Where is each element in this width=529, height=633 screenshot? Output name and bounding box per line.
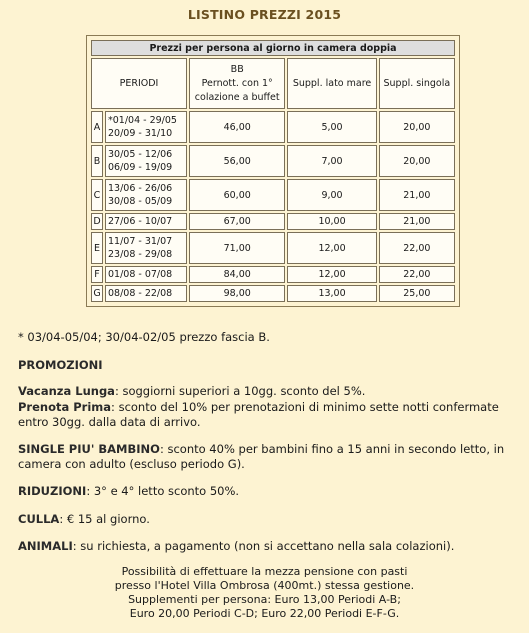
row-letter: C — [91, 179, 103, 211]
page-title: LISTINO PREZZI 2015 — [187, 7, 342, 22]
row-periods — [105, 285, 187, 302]
row-bb-price: 84,00 — [189, 266, 285, 283]
footer-line: presso l'Hotel Villa Ombrosa (400mt.) stessa gestione. — [114, 579, 415, 592]
table-row — [91, 266, 455, 283]
header-bb-line2: Pernott. con 1° — [201, 77, 273, 89]
footer-line: Possibilità di effettuare la mezza pensione con pasti — [121, 565, 408, 578]
row-letter: G — [91, 285, 103, 302]
promozioni-heading — [18, 358, 518, 373]
row-singola: 20,00 — [379, 145, 455, 177]
animali-text: : su richiesta, a pagamento (non si accettano nella sala colazioni). — [72, 539, 455, 553]
header-bb-line3: colazione a buffet — [194, 91, 280, 103]
table-row — [91, 179, 455, 211]
table-row — [91, 213, 455, 230]
footer-line: Euro 20,00 Periodi C-D; Euro 22,00 Periodi E-F-G. — [129, 607, 400, 620]
header-lato-mare: Suppl. lato mare — [287, 58, 376, 109]
header-bb-line1: BB — [230, 63, 244, 75]
row-lato-mare: 10,00 — [287, 213, 376, 230]
period-2: 20/09 - 31/10 — [108, 128, 173, 139]
row-periods — [105, 213, 187, 230]
table-row — [91, 111, 455, 143]
header-periodi: PERIODI — [91, 58, 187, 109]
period-1: 08/08 - 22/08 — [108, 288, 173, 299]
riduzioni-text: : 3° e 4° letto sconto 50%. — [86, 484, 240, 498]
row-lato-mare: 5,00 — [287, 111, 376, 143]
row-letter: A — [91, 111, 103, 143]
row-singola: 21,00 — [379, 213, 455, 230]
price-table — [89, 38, 457, 304]
row-bb-price: 71,00 — [189, 232, 285, 264]
period-1: 11/07 - 31/07 — [108, 236, 173, 247]
period-2: 30/08 - 05/09 — [108, 196, 173, 207]
footer-line: Supplementi per persona: Euro 13,00 Periodi A-B; — [128, 593, 401, 606]
promo-vacanza-lunga — [18, 384, 518, 399]
riduzioni-label: RIDUZIONI — [18, 484, 87, 498]
row-periods — [105, 145, 187, 177]
row-bb-price: 56,00 — [189, 145, 285, 177]
row-periods — [105, 179, 187, 211]
price-note: * 03/04-05/04; 30/04-02/05 prezzo fascia B. — [18, 330, 270, 344]
row-letter: D — [91, 213, 103, 230]
promo-label: Prenota Prima — [18, 400, 112, 414]
culla-label: CULLA — [18, 512, 60, 526]
row-bb-price: 98,00 — [189, 285, 285, 302]
row-periods — [105, 266, 187, 283]
table-row — [91, 285, 455, 302]
table-caption: Prezzi per persona al giorno in camera doppia — [91, 40, 455, 56]
period-2: 23/08 - 29/08 — [108, 249, 173, 260]
row-letter: B — [91, 145, 103, 177]
header-singola: Suppl. singola — [379, 58, 455, 109]
row-bb-price: 46,00 — [189, 111, 285, 143]
row-bb-price: 60,00 — [189, 179, 285, 211]
period-1: 13/06 - 26/06 — [108, 183, 173, 194]
promo-single-bambino — [18, 442, 518, 472]
row-letter: E — [91, 232, 103, 264]
table-row — [91, 232, 455, 264]
mezza-pensione-footer — [0, 565, 529, 621]
period-1: 01/08 - 07/08 — [108, 269, 173, 280]
promo-text: : sconto 40% per bambini fino a 15 anni in secondo letto, in camera con adulto (escluso periodo G). — [18, 442, 505, 471]
period-1: 27/06 - 10/07 — [108, 216, 173, 227]
price-table-frame — [86, 35, 460, 307]
animali-label: ANIMALI — [18, 539, 73, 553]
row-lato-mare: 12,00 — [287, 266, 376, 283]
period-2: 06/09 - 19/09 — [108, 162, 173, 173]
row-letter: F — [91, 266, 103, 283]
row-lato-mare: 12,00 — [287, 232, 376, 264]
row-bb-price: 67,00 — [189, 213, 285, 230]
period-1: *01/04 - 29/05 — [108, 115, 177, 126]
promo-label: SINGLE PIU' BAMBINO — [18, 442, 160, 456]
table-row — [91, 145, 455, 177]
row-singola: 25,00 — [379, 285, 455, 302]
row-singola: 20,00 — [379, 111, 455, 143]
row-lato-mare: 13,00 — [287, 285, 376, 302]
row-singola: 21,00 — [379, 179, 455, 211]
riduzioni — [18, 484, 518, 499]
culla-text: : € 15 al giorno. — [59, 512, 150, 526]
promo-prenota-prima — [18, 400, 518, 430]
row-lato-mare: 7,00 — [287, 145, 376, 177]
promo-text: : sconto del 10% per prenotazioni di minimo sette notti confermate entro 30gg. dalla data di arrivo. — [18, 400, 499, 429]
row-singola: 22,00 — [379, 232, 455, 264]
promo-label: Vacanza Lunga — [18, 384, 115, 398]
row-periods — [105, 111, 187, 143]
promozioni-heading-text: PROMOZIONI — [18, 358, 103, 372]
header-bb — [189, 58, 285, 109]
period-1: 30/05 - 12/06 — [108, 149, 173, 160]
promo-text: : soggiorni superiori a 10gg. sconto del 5%. — [114, 384, 366, 398]
animali — [18, 539, 518, 554]
row-periods — [105, 232, 187, 264]
culla — [18, 512, 518, 527]
row-lato-mare: 9,00 — [287, 179, 376, 211]
row-singola: 22,00 — [379, 266, 455, 283]
